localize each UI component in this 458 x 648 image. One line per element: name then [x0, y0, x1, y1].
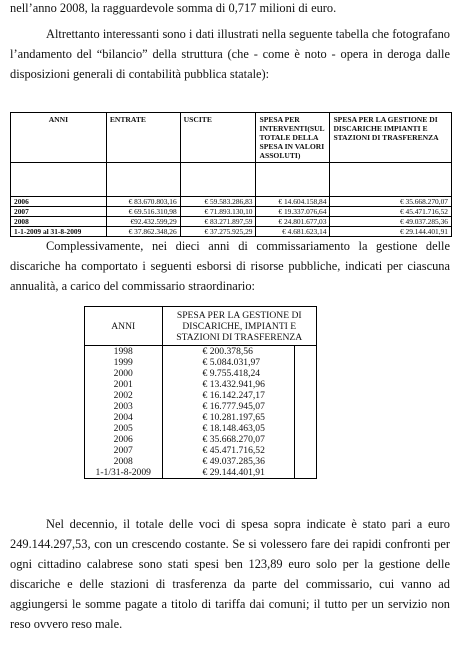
value-cell: € 45.471.716,52	[330, 207, 452, 217]
table-row	[85, 346, 317, 358]
table-row	[85, 368, 317, 379]
budget-table	[10, 112, 452, 237]
header-anni: ANNI	[85, 307, 163, 346]
year-cell: 2001	[85, 379, 163, 390]
value-cell: € 5.084.031,97	[162, 357, 295, 368]
value-cell: € 49.037.285,36	[330, 217, 452, 227]
value-cell: € 35.668.270,07	[330, 197, 452, 207]
value-cell: € 45.471.716,52	[162, 445, 295, 456]
table-row	[85, 379, 317, 390]
table-row	[85, 412, 317, 423]
table-row	[11, 217, 452, 227]
value-cell: € 29.144.401,91	[330, 227, 452, 237]
header-spesa-gestione: SPESA PER LA GESTIONE DI DISCARICHE IMPIANTI E STAZIONI DI TRASFERENZA	[330, 113, 452, 163]
year-cell: 2008	[11, 217, 107, 227]
paragraph-table1-intro: Altrettanto interessanti sono i dati illustrati nella seguente tabella che fotografano l’andamento del “bilancio” della struttura (che - come è noto - opera in deroga dalle disposizioni generali di contabilità pubblica statale):	[10, 27, 450, 81]
header-entrate: ENTRATE	[106, 113, 180, 163]
value-cell: € 200.378,56	[162, 346, 295, 358]
table-row	[85, 401, 317, 412]
table-row	[11, 227, 452, 237]
year-cell: 2007	[11, 207, 107, 217]
header-spesa-interventi: SPESA PER INTERVENTI(SUL TOTALE DELLA SPESA IN VALORI ASSOLUTI)	[256, 113, 330, 163]
paragraph-intro: nell’anno 2008, la ragguardevole somma di 0,717 milioni di euro.	[10, 1, 337, 15]
header-anni: ANNI	[11, 113, 107, 163]
value-cell: € 83.670.803,16	[106, 197, 180, 207]
value-cell: € 16.142.247,17	[162, 390, 295, 401]
value-cell: € 18.148.463,05	[162, 423, 295, 434]
year-cell: 2002	[85, 390, 163, 401]
value-cell: € 37.862.348,26	[106, 227, 180, 237]
value-cell: € 83.271.897,59	[180, 217, 256, 227]
table-row	[85, 456, 317, 467]
value-cell: € 14.604.158,84	[256, 197, 330, 207]
value-cell: € 16.777.945,07	[162, 401, 295, 412]
header-spesa-gestione: SPESA PER LA GESTIONE DI DISCARICHE, IMPIANTI E STAZIONI DI TRASFERENZA	[162, 307, 317, 346]
value-cell: € 49.037.285,36	[162, 456, 295, 467]
value-cell: € 9.755.418,24	[162, 368, 295, 379]
value-cell: €92.432.599,29	[106, 217, 180, 227]
value-cell: € 4.681.623,14	[256, 227, 330, 237]
year-cell: 1-1-2009 al 31-8-2009	[11, 227, 107, 237]
year-cell: 2000	[85, 368, 163, 379]
year-cell: 1998	[85, 346, 163, 358]
table-row	[85, 467, 317, 479]
spending-by-year-table	[84, 306, 317, 479]
table-row	[85, 434, 317, 445]
year-cell: 2008	[85, 456, 163, 467]
paragraph-conclusion: Nel decennio, il totale delle voci di spesa sopra indicate è stato pari a euro 249.144.297,53, con un crescendo costante. Se si volessero fare dei rapidi confronti per ogni cittadino calabrese sono stati spesi ben 123,89 euro solo per la gestione delle discariche e delle stazioni di trasferenza da parte del commissario, cui vanno ad aggiungersi le somme pagate a titolo di tariffa dai comuni; il tutto per un servizio non reso ovvero reso male.	[10, 517, 450, 631]
table-row	[85, 390, 317, 401]
year-cell: 2004	[85, 412, 163, 423]
table-row	[85, 423, 317, 434]
value-cell: € 69.516.310,98	[106, 207, 180, 217]
table-row	[11, 207, 452, 217]
year-cell: 2007	[85, 445, 163, 456]
value-cell: € 24.801.677,03	[256, 217, 330, 227]
value-cell: € 71.893.130,10	[180, 207, 256, 217]
year-cell: 2005	[85, 423, 163, 434]
value-cell: € 13.432.941,96	[162, 379, 295, 390]
table-row	[85, 357, 317, 368]
value-cell: € 19.337.076,64	[256, 207, 330, 217]
year-cell: 2006	[11, 197, 107, 207]
value-cell: € 37.275.925,29	[180, 227, 256, 237]
header-uscite: USCITE	[180, 113, 256, 163]
paragraph-table2-intro: Complessivamente, nei dieci anni di commissariamento la gestione delle discariche ha comportato i seguenti esborsi di risorse pubbliche, indicati per ciascuna annualità, a carico del commissario straordinario:	[10, 239, 450, 293]
value-cell: € 35.668.270,07	[162, 434, 295, 445]
value-cell: € 10.281.197,65	[162, 412, 295, 423]
year-cell: 2006	[85, 434, 163, 445]
table-row	[85, 445, 317, 456]
year-cell: 1-1/31-8-2009	[85, 467, 163, 479]
year-cell: 1999	[85, 357, 163, 368]
year-cell: 2003	[85, 401, 163, 412]
value-cell: € 59.583.286,83	[180, 197, 256, 207]
value-cell: € 29.144.401,91	[162, 467, 295, 479]
table-row	[11, 197, 452, 207]
